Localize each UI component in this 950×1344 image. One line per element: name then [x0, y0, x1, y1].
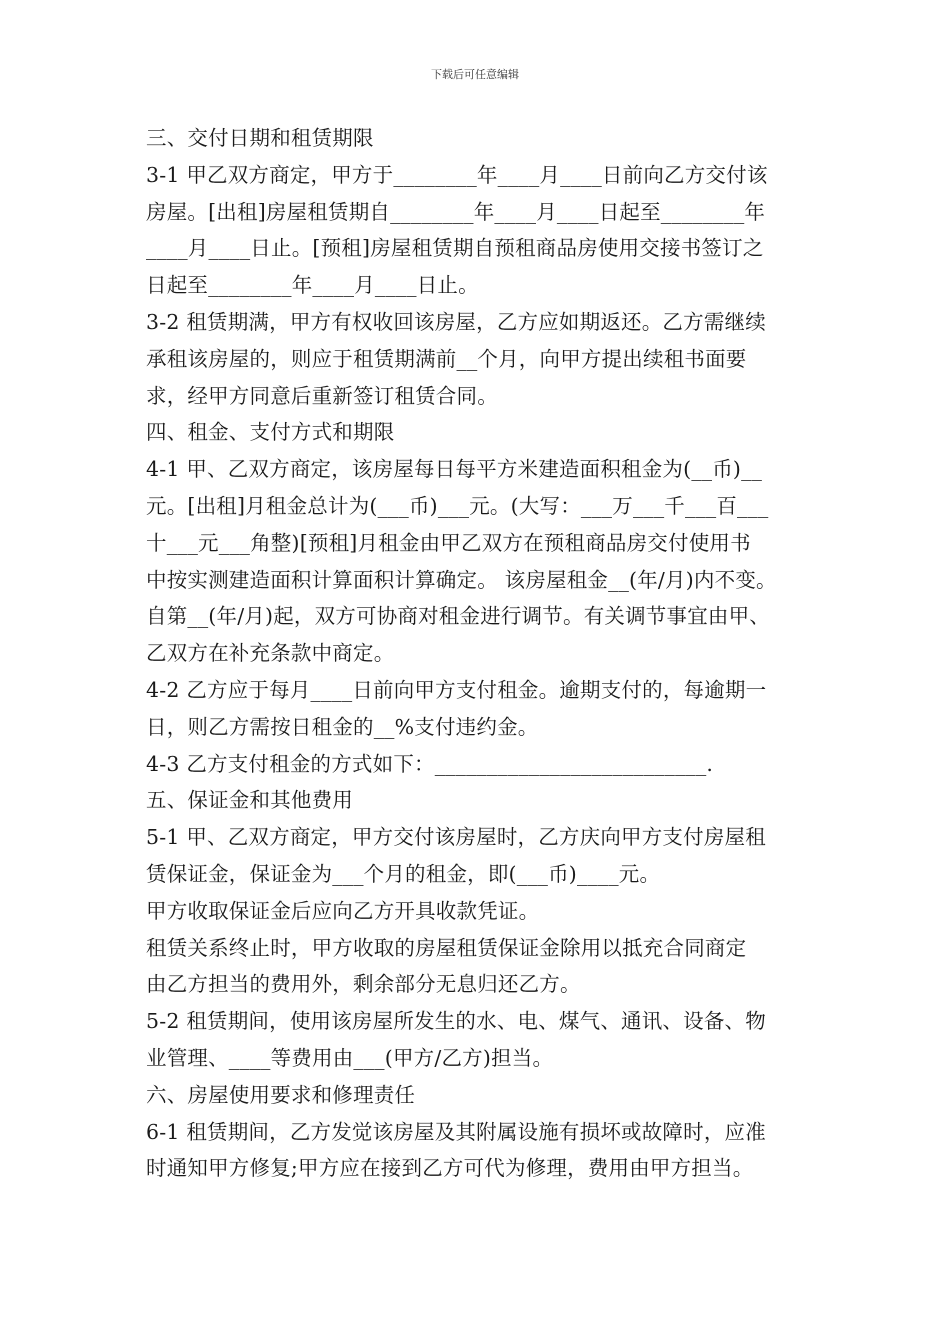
text-line: 承租该房屋的，则应于租赁期满前__个月，向甲方提出续租书面要	[146, 346, 747, 371]
text-line: 6-1 租赁期间，乙方发觉该房屋及其附属设施有损坏或故障时，应准	[146, 1119, 766, 1144]
text-line: 五、保证金和其他费用	[146, 788, 353, 813]
text-line: 4-2 乙方应于每月____日前向甲方支付租金。逾期支付的，每逾期一	[146, 677, 767, 702]
text-line: 4-3 乙方支付租金的方式如下：__________________________.	[146, 751, 714, 776]
text-line: 中按实测建造面积计算面积计算确定。 该房屋租金__(年/月)内不变。	[146, 567, 777, 592]
text-line: 时通知甲方修复;甲方应在接到乙方可代为修理，费用由甲方担当。	[146, 1156, 754, 1181]
text-line: 甲方收取保证金后应向乙方开具收款凭证。	[146, 898, 540, 923]
text-line: 十___元___角整)[预租]月租金由甲乙双方在预租商品房交付使用书	[146, 530, 751, 555]
text-line: 由乙方担当的费用外，剩余部分无息归还乙方。	[146, 972, 581, 997]
text-line: 日起至________年____月____日止。	[146, 273, 479, 298]
text-line: 房屋。[出租]房屋租赁期自________年____月____日起至________年	[146, 199, 766, 224]
text-line: 日，则乙方需按日租金的__%支付违约金。	[146, 714, 539, 739]
text-line: 三、交付日期和租赁期限	[146, 126, 374, 150]
text-line: 5-1 甲、乙双方商定，甲方交付该房屋时，乙方庆向甲方支付房屋租	[146, 825, 766, 850]
text-line: 乙双方在补充条款中商定。	[146, 641, 395, 666]
text-line: 租赁关系终止时，甲方收取的房屋租赁保证金除用以抵充合同商定	[146, 935, 747, 960]
text-line: 业管理、____等费用由___(甲方/乙方)担当。	[146, 1045, 554, 1070]
text-line: 四、租金、支付方式和期限	[146, 420, 395, 445]
text-line: 赁保证金，保证金为___个月的租金，即(___币)____元。	[146, 861, 661, 886]
text-line: 六、房屋使用要求和修理责任	[146, 1082, 416, 1107]
text-line: 元。[出租]月租金总计为(___币)___元。(大写：___万___千___百___	[146, 493, 769, 518]
text-line: 自第__(年/月)起，双方可协商对租金进行调节。有关调节事宜由甲、	[146, 604, 771, 629]
text-line: 5-2 租赁期间，使用该房屋所发生的水、电、煤气、通讯、设备、物	[146, 1009, 766, 1034]
text-line: 求，经甲方同意后重新签订租赁合同。	[146, 383, 498, 408]
page-header: 下载后可任意编辑	[431, 68, 519, 81]
text-line: ____月____日止。[预租]房屋租赁期自预租商品房使用交接书签订之	[146, 236, 764, 261]
text-line: 4-1 甲、乙双方商定，该房屋每日每平方米建造面积租金为(__币)__	[146, 457, 763, 482]
text-line: 3-1 甲乙双方商定，甲方于________年____月____日前向乙方交付该	[146, 162, 768, 187]
document-body	[146, 120, 826, 1187]
text-line: 3-2 租赁期满，甲方有权收回该房屋，乙方应如期返还。乙方需继续	[146, 309, 766, 334]
